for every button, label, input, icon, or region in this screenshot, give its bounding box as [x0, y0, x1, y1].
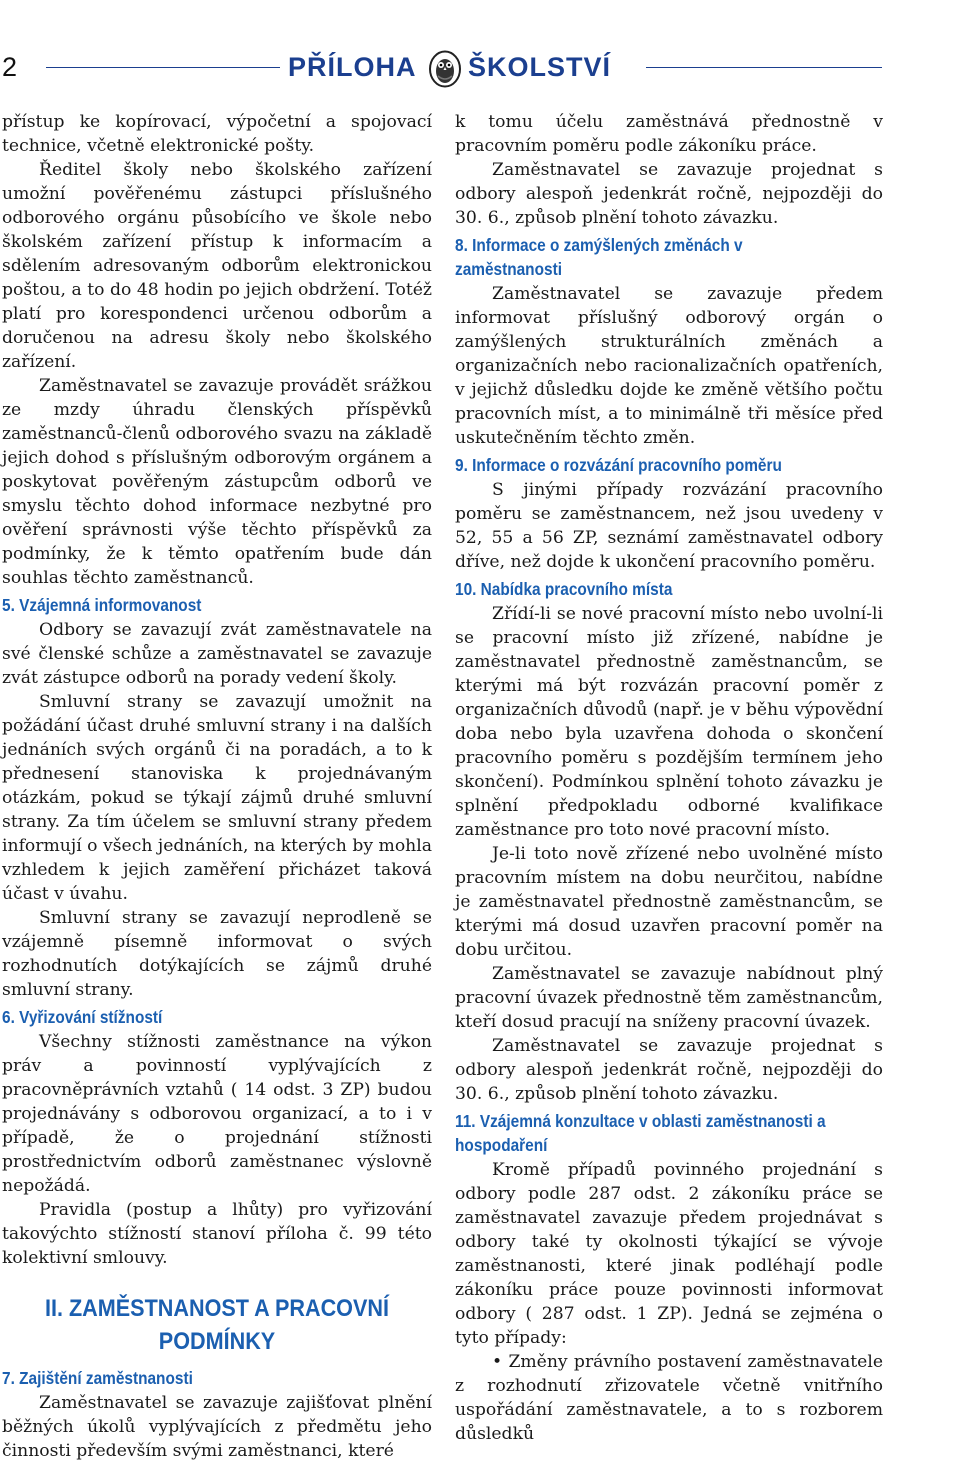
paragraph: Zaměstnavatel se zavazuje projednat s odbory alespoň jedenkrát ročně, nejpozději do 30. 6., způsob plnění tohoto závazku. — [455, 1036, 883, 1104]
paragraph: Smluvní strany se zavazují neprodleně se vzájemně písemně informovat o svých rozhodnutích dotýkajících se zájmů druhé smluvní strany. — [2, 908, 432, 1000]
section-heading: 10. Nabídka pracovního místa — [455, 579, 673, 599]
page-number: 2 — [2, 52, 18, 82]
paragraph: přístup ke kopírovací, výpočetní a spojovací techn​ice, včetně elektronické pošty. — [2, 112, 432, 156]
paragraph: Smluvní strany se zavazují umožnit na požádání účast druhé smluvní strany i na dalších jednáních svých orgánů či na poradách, a to k přednesení stanoviska k projednávaným otázkám, pokud se týkají zájmů druhé smluvní strany. Za tím účelem se smluvní strany předem informují o všech jednáních, na kterých by mohla vzhledem k jejich zaměření přicházet taková účast v úvahu. — [2, 692, 432, 904]
paragraph: Odbory se zavazují zvát zaměstnavatele na své členské schůze a zaměstnavatel se zavazuje zvát zástupce odborů na porady vedení školy. — [2, 620, 432, 688]
paragraph: Všechny stížnosti zaměstnance na výkon práv a povinností vyplývajících z pracovněprávních vztahů ( 14 odst. 3 ZP) budou projednávány s odborovou organizací, a to i v případě, že o projednání stížnosti prostřednictvím odborů zaměstnanec výslovně nepožádá. — [2, 1032, 432, 1196]
paragraph: Ředitel školy nebo školského zařízení umožní pověřenému zástupci příslušného odborového orgánu působícího ve škole nebo školském zařízení přístup k informacím a sdělením adresovaným odborům elektronickou poštou, a to do 48 hodin po jejich obdržení. Totéž platí pro korespondenci určenou odborům a doručenou na adresu školy nebo školského zařízení. — [2, 160, 432, 372]
paragraph: Zaměstnavatel se zavazuje předem informovat příslušný odborový orgán o zamýšlených strukturálních změnách a organizačních nebo racionalizačních opatřeních, v jejichž důsledku dojde ke změně většího počtu pracovních míst, a to minimálně tři měsíce před uskutečněním těchto změn. — [455, 284, 883, 448]
publication-title — [288, 50, 638, 90]
header-rule-right — [646, 67, 882, 68]
paragraph: Je-li toto nově zřízené nebo uvolněné místo pracovním místem na dobu neurčitou, nabídne je zaměstnavatel přednostně zaměstnancům, se kterými má dosud uzavřen pracovní poměr na dobu určitou. — [455, 844, 883, 960]
list-item: • Změny právního postavení zaměstnavatele z rozhodnutí zřizovatele včetně vnitřního uspořádání zaměstnavatele, a to s rozborem důsledků — [455, 1352, 883, 1444]
page-header — [0, 0, 960, 100]
header-rule-left — [46, 67, 280, 68]
paragraph: Zaměstnavatel se zavazuje nabídnout plný pracovní úvazek přednostně těm zaměstnancům, kteří dosud pracují na sníženy pracovní úvazek. — [455, 964, 883, 1032]
chapter-heading: II. ZAMĚSTNANOST A PRACOVNÍ PODMÍNKY — [44, 1295, 389, 1355]
section-heading: 11. Vzájemná konzultace v oblasti zaměstnanosti a hospodaření — [455, 1111, 826, 1155]
paragraph: Pravidla (postup a lhůty) pro vyřizování takovýchto stížností stanoví příloha č. 99 této kolektivní smlouvy. — [2, 1200, 432, 1268]
paragraph: Zřídí-li se nové pracovní místo nebo uvolní-li se pracovní místo již zřízené, nabídne je zaměstnavatel přednostně zaměstnancům, se kterými má být rozvázán pracovní poměr z organizačních důvodů (např. je v běhu výpovědní doba nebo byla uzavřena dohoda o skončení pracovního poměru s pozdějším termínem jeho skončení). Podmínkou splnění tohoto závazku je splnění předpokladu odborné kvalifikace zaměstnance pro toto nové pracovní místo. — [455, 604, 883, 840]
section-heading: 7. Zajištění zaměstnanosti — [2, 1368, 193, 1388]
section-heading: 6. Vyřizování stížností — [2, 1007, 163, 1027]
left-column — [2, 110, 432, 1463]
paragraph: k tomu účelu zaměstnává přednostně v pracovním poměru podle zákoníku práce. — [455, 112, 883, 156]
title-skolstvi: ŠKOLSTVÍ — [468, 52, 612, 82]
paragraph: Zaměstnavatel se zavazuje provádět srážkou ze mzdy úhradu členských příspěvků zaměstnanců-členů odborového svazu na základě jejich dohod s příslušným odborovým orgánem a poskytovat pověřeným zástupcům odborů ve smyslu těchto dohod informace nezbytné pro ověření správnosti výše těchto příspěvků za podmínky, že k těmto opatřením bude dán souhlas těchto zaměstnanců. — [2, 376, 432, 588]
paragraph: S jinými případy rozvázání pracovního poměru se zaměstnancem, než jsou uvedeny v 52, 55 a 56 ZP, seznámí zaměstnavatel odbory dříve, než dojde k ukončení pracovního poměru. — [455, 480, 883, 572]
paragraph: Zaměstnavatel se zavazuje projednat s odbory alespoň jedenkrát ročně, nejpozději do 30. 6., způsob plnění tohoto závazku. — [455, 160, 883, 228]
section-heading: 8. Informace o zamýšlených změnách v zaměstnanosti — [455, 235, 743, 279]
right-column — [455, 110, 883, 1446]
section-heading: 9. Informace o rozvázání pracovního poměru — [455, 455, 782, 475]
section-heading: 5. Vzájemná informovanost — [2, 595, 202, 615]
title-priloha: PŘÍLOHA — [288, 52, 417, 82]
paragraph: Zaměstnavatel se zavazuje zajišťovat plnění běžných úkolů vyplývajících z předmětu jeho činnosti především svými zaměstnanci, které — [2, 1393, 432, 1461]
owl-emblem-icon — [428, 50, 462, 88]
paragraph: Kromě případů povinného projednání s odbory podle 287 odst. 2 zákoníku práce se zaměstnavatel zavazuje předem projednávat s odbory také ty okolnosti týkající se vývoje zaměstnanosti, které jinak podléhají podle zákoníku práce pouze povinnosti informovat odbory ( 287 odst. 1 ZP). Jedná se zejména o tyto případy: — [455, 1160, 883, 1348]
